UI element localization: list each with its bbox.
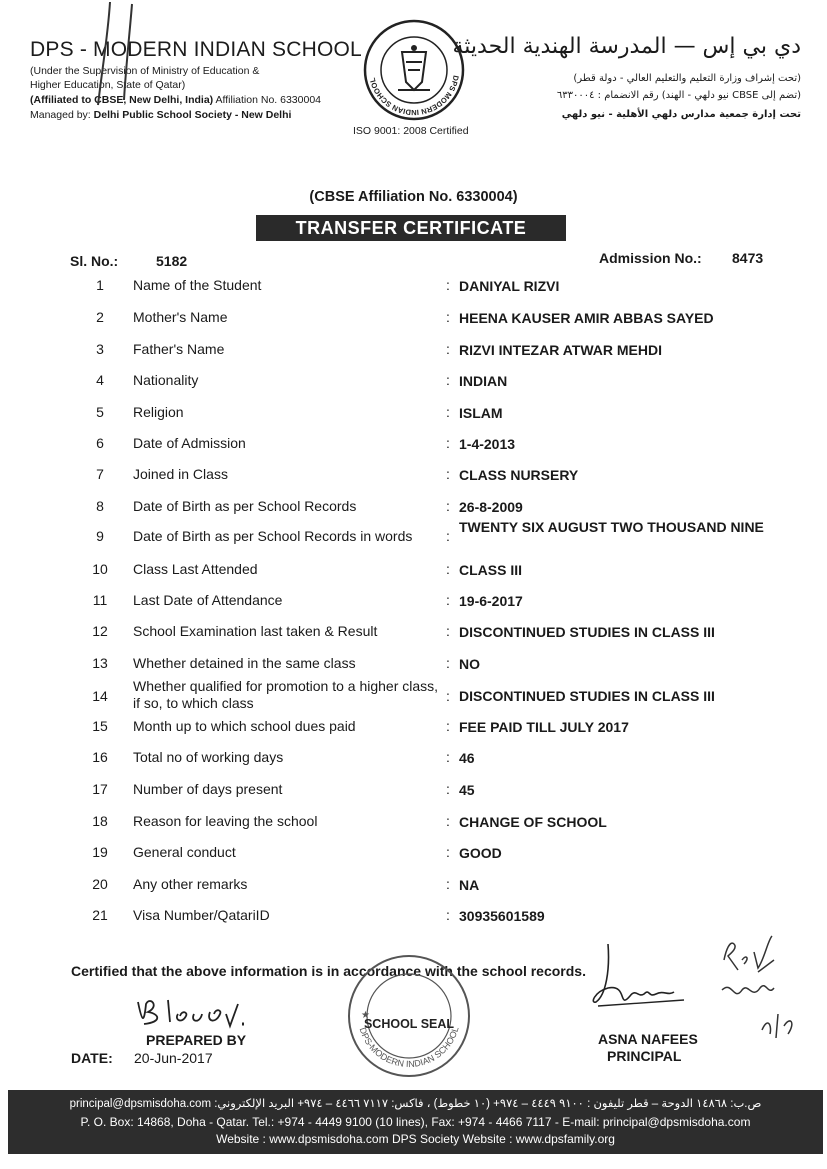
field-number: 14 — [92, 688, 108, 704]
sl-no-label: Sl. No.: — [70, 253, 119, 269]
field-number: 6 — [96, 435, 104, 451]
field-number: 1 — [96, 277, 104, 293]
principal-name: ASNA NAFEES — [598, 1031, 698, 1047]
field-label: Whether detained in the same class — [133, 655, 356, 671]
logo-ring-text: DPS MODERN INDIAN SCHOOL — [367, 74, 461, 118]
school-name-ar: دي بي إس — المدرسة الهندية الحديثة — [452, 34, 801, 59]
field-colon: : — [446, 876, 450, 892]
field-label: Total no of working days — [133, 749, 284, 765]
sl-no-value: 5182 — [156, 253, 188, 269]
field-number: 8 — [96, 498, 104, 514]
arabic-line-1: (تحت إشراف وزارة التعليم والتعليم العالي - دولة قطر) — [573, 73, 801, 84]
field-value: 46 — [459, 750, 475, 766]
field-value: 26-8-2009 — [459, 499, 523, 515]
field-value: 30935601589 — [459, 908, 545, 924]
affiliation-line — [30, 93, 321, 107]
iso-certification: ISO 9001: 2008 Certified — [353, 125, 469, 137]
field-label: Father's Name — [133, 341, 225, 357]
svg-text:DPS MODERN INDIAN SCHOOL — [368, 75, 461, 117]
field-value: CLASS III — [459, 562, 523, 578]
principal-role: PRINCIPAL — [607, 1048, 682, 1064]
school-name-en: DPS - MODERN INDIAN SCHOOL — [30, 38, 362, 61]
seal-ring-text: DPS-MODERN INDIAN SCHOOL — [357, 1025, 461, 1070]
contact-line-websites: Website : www.dpsmisdoha.com DPS Society Website : www.dpsfamily.org — [216, 1132, 615, 1146]
field-number: 4 — [96, 372, 104, 388]
admission-no-value: 8473 — [732, 250, 764, 266]
field-colon: : — [446, 498, 450, 514]
field-label: Last Date of Attendance — [133, 592, 283, 608]
field-number: 20 — [92, 876, 108, 892]
field-value: NO — [459, 656, 480, 672]
field-label: Visa Number/QatariID — [133, 907, 270, 923]
managed-by-line — [30, 108, 291, 122]
field-label: Whether qualified for promotion to a higher class, if so, to which class — [133, 678, 439, 711]
field-value: 45 — [459, 782, 475, 798]
field-colon: : — [446, 781, 450, 797]
field-value: FEE PAID TILL JULY 2017 — [459, 719, 629, 735]
field-colon: : — [446, 309, 450, 325]
handwritten-annotation — [712, 930, 812, 1050]
field-colon: : — [446, 592, 450, 608]
field-label: Religion — [133, 404, 184, 420]
field-value: DISCONTINUED STUDIES IN CLASS III — [459, 624, 715, 640]
arabic-line-2: (تضم إلى CBSE نيو دلهي - الهند) رقم الانضمام : ٦٣٣٠٠٠٤ — [556, 90, 801, 101]
field-number: 2 — [96, 309, 104, 325]
contact-line-arabic: principal@dpsmisdoha.com :ص.ب: ١٤٨٦٨ الدوحة – قطر تليفون : ٩١٠٠ ٤٤٤٩ – ٩٧٤+ (١٠ خطوط) ، فاكس: ٧١١٧ ٤٤٦٦ – ٩٧٤+ البريد الإلكتروني — [69, 1098, 762, 1110]
field-value: 19-6-2017 — [459, 593, 523, 609]
svg-text:DPS-MODERN INDIAN SCHOOL — [358, 1026, 461, 1070]
field-colon: : — [446, 372, 450, 388]
certificate-title: TRANSFER CERTIFICATE — [256, 215, 566, 241]
field-colon: : — [446, 528, 450, 544]
field-number: 9 — [96, 528, 104, 544]
field-colon: : — [446, 718, 450, 734]
affiliation-number: Affiliation No. 6330004 — [215, 94, 321, 106]
field-label: Reason for leaving the school — [133, 813, 318, 829]
field-value: RIZVI INTEZAR ATWAR MEHDI — [459, 342, 662, 358]
field-number: 12 — [92, 623, 108, 639]
managed-by-value: Delhi Public School Society - New Delhi — [93, 109, 292, 121]
supervision-line-2: Higher Education, State of Qatar) — [30, 79, 186, 91]
field-value: TWENTY SIX AUGUST TWO THOUSAND NINE — [459, 519, 764, 535]
field-number: 10 — [92, 561, 108, 577]
managed-by-label: Managed by: — [30, 109, 91, 121]
field-colon: : — [446, 813, 450, 829]
field-number: 15 — [92, 718, 108, 734]
field-label: Class Last Attended — [133, 561, 258, 577]
field-label: Month up to which school dues paid — [133, 718, 356, 734]
field-colon: : — [446, 277, 450, 293]
field-number: 16 — [92, 749, 108, 765]
field-label: Date of Admission — [133, 435, 246, 451]
field-colon: : — [446, 688, 450, 704]
preparer-signature — [130, 992, 260, 1032]
field-value: 1-4-2013 — [459, 436, 516, 452]
date-value: 20-Jun-2017 — [134, 1050, 213, 1066]
field-number: 21 — [92, 907, 108, 923]
field-value: GOOD — [459, 845, 502, 861]
field-number: 3 — [96, 341, 104, 357]
field-colon: : — [446, 623, 450, 639]
field-value: DISCONTINUED STUDIES IN CLASS III — [459, 688, 715, 704]
field-number: 17 — [92, 781, 108, 797]
field-label: Joined in Class — [133, 466, 228, 482]
contact-line-address: P. O. Box: 14868, Doha - Qatar. Tel.: +974 - 4449 9100 (10 lines), Fax: +974 - 4466 7117 - E-mail: principal@dpsmisdoha.com — [80, 1115, 751, 1129]
principal-signature — [588, 940, 698, 1020]
field-number: 19 — [92, 844, 108, 860]
field-label: Date of Birth as per School Records — [133, 498, 357, 514]
field-colon: : — [446, 435, 450, 451]
field-colon: : — [446, 907, 450, 923]
field-number: 5 — [96, 404, 104, 420]
field-colon: : — [446, 404, 450, 420]
field-number: 7 — [96, 466, 104, 482]
field-value: NA — [459, 877, 480, 893]
certification-statement: Certified that the above information is in accordance with the school records. — [71, 963, 586, 979]
field-colon: : — [446, 341, 450, 357]
handwritten-mark — [80, 0, 160, 110]
school-seal — [345, 952, 473, 1080]
field-colon: : — [446, 655, 450, 671]
seal-label: SCHOOL SEAL — [363, 1017, 455, 1031]
prepared-by: PREPARED BY — [146, 1032, 247, 1048]
field-label: Name of the Student — [133, 277, 262, 293]
footer-contact-bar — [8, 1090, 823, 1154]
field-number: 11 — [92, 592, 108, 608]
field-number: 18 — [92, 813, 108, 829]
field-value: INDIAN — [459, 373, 508, 389]
field-label: Any other remarks — [133, 876, 248, 892]
field-value: HEENA KAUSER AMIR ABBAS SAYED — [459, 310, 714, 326]
field-value: DANIYAL RIZVI — [459, 278, 560, 294]
field-number: 13 — [92, 655, 108, 671]
cbse-affiliation: (CBSE Affiliation No. 6330004) — [309, 189, 518, 205]
field-label: Mother's Name — [133, 309, 228, 325]
school-logo — [362, 18, 466, 122]
field-value: CHANGE OF SCHOOL — [459, 814, 607, 830]
field-colon: : — [446, 844, 450, 860]
affiliated-to: (Affiliated to CBSE, New Delhi, India) — [30, 94, 214, 106]
field-label: Number of days present — [133, 781, 283, 797]
field-value: ISLAM — [459, 405, 503, 421]
svg-text:★: ★ — [361, 1010, 370, 1021]
field-label: Date of Birth as per School Records in words — [133, 528, 413, 544]
supervision-line-1: (Under the Supervision of Ministry of Education & — [30, 65, 260, 77]
admission-no-label: Admission No.: — [599, 250, 702, 266]
arabic-line-3: تحت إدارة جمعية مدارس دلهي الأهلية - نيو دلهي — [561, 109, 801, 120]
date-label: DATE: — [71, 1050, 113, 1066]
field-colon: : — [446, 466, 450, 482]
field-colon: : — [446, 561, 450, 577]
field-colon: : — [446, 749, 450, 765]
field-label: Nationality — [133, 372, 199, 388]
field-label: School Examination last taken & Result — [133, 623, 378, 639]
field-label: General conduct — [133, 844, 236, 860]
field-value: CLASS NURSERY — [459, 467, 579, 483]
